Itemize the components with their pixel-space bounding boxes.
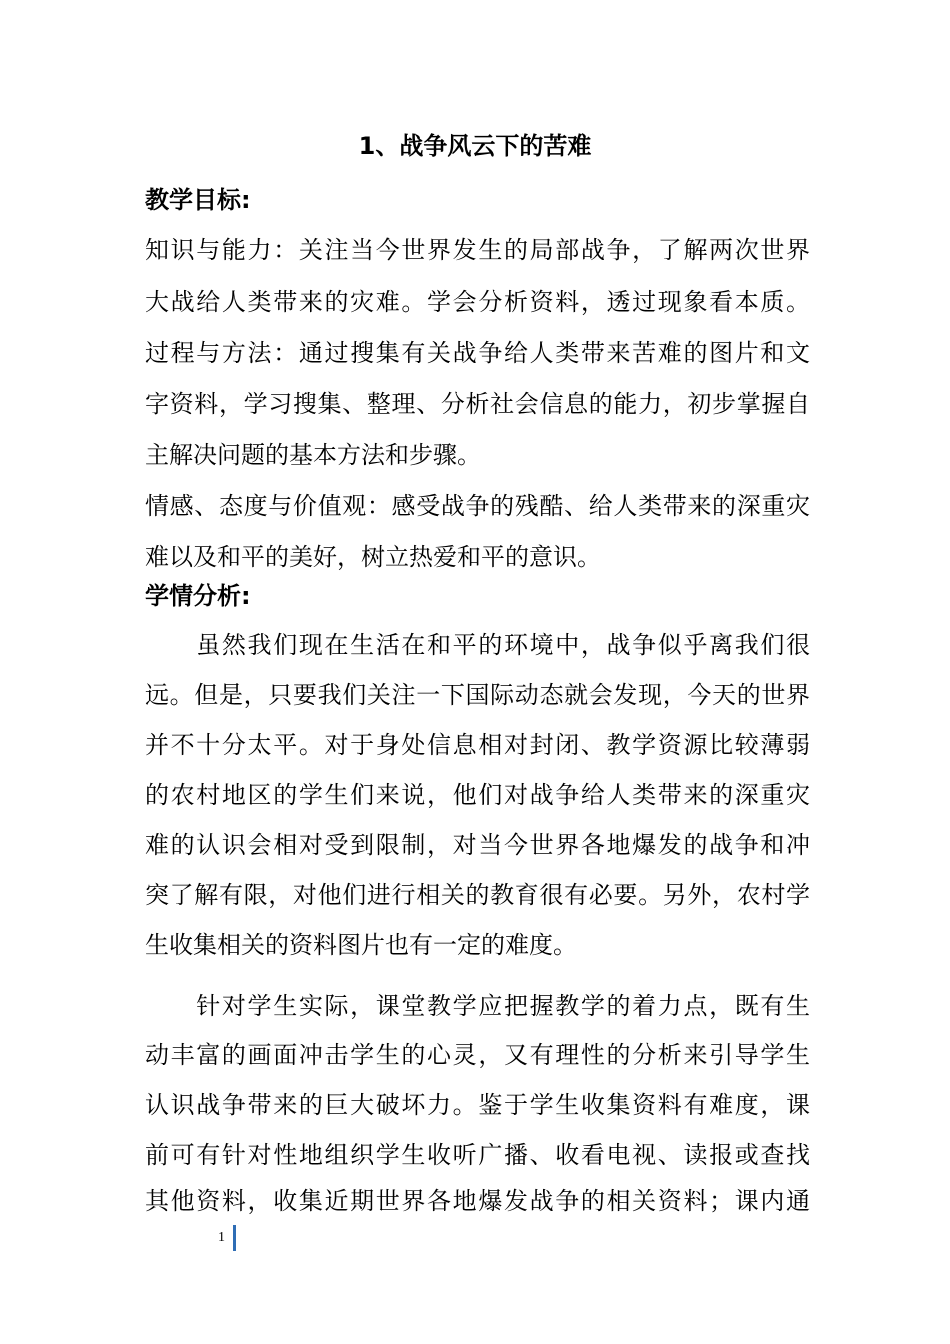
document-title: 1、战争风云下的苦难 bbox=[358, 132, 592, 160]
analysis-paragraph2-line: 认识战争带来的巨大破坏力。鉴于学生收集资料有难度，课 bbox=[145, 1091, 810, 1119]
analysis-paragraph1-line: 远。但是，只要我们关注一下国际动态就会发现，今天的世界 bbox=[145, 681, 810, 709]
analysis-paragraph1-line: 突了解有限，对他们进行相关的教育很有必要。另外，农村学 bbox=[145, 881, 810, 909]
objectives-line: 字资料，学习搜集、整理、分析社会信息的能力，初步掌握自 bbox=[145, 390, 810, 418]
footer-rule bbox=[233, 1225, 236, 1251]
objectives-line: 知识与能力：关注当今世界发生的局部战争，了解两次世界 bbox=[145, 236, 810, 264]
analysis-paragraph2-line: 前可有针对性地组织学生收听广播、收看电视、读报或查找 bbox=[145, 1141, 810, 1169]
section-heading-objectives: 教学目标: bbox=[145, 186, 251, 214]
analysis-paragraph1-line: 的农村地区的学生们来说，他们对战争给人类带来的深重灾 bbox=[145, 781, 810, 809]
analysis-paragraph1-line: 难的认识会相对受到限制，对当今世界各地爆发的战争和冲 bbox=[145, 831, 810, 859]
page-number: 1 bbox=[218, 1230, 225, 1245]
analysis-paragraph1-line: 生收集相关的资料图片也有一定的难度。 bbox=[145, 931, 577, 959]
objectives-line: 难以及和平的美好，树立热爱和平的意识。 bbox=[145, 543, 601, 571]
objectives-line: 过程与方法：通过搜集有关战争给人类带来苦难的图片和文 bbox=[145, 339, 810, 367]
page-footer bbox=[218, 1224, 236, 1252]
section-heading-analysis: 学情分析: bbox=[145, 582, 251, 610]
analysis-paragraph2-line: 针对学生实际，课堂教学应把握教学的着力点，既有生 bbox=[145, 992, 810, 1020]
objectives-line: 大战给人类带来的灾难。学会分析资料，透过现象看本质。 bbox=[145, 288, 810, 316]
analysis-paragraph2-line: 动丰富的画面冲击学生的心灵，又有理性的分析来引导学生 bbox=[145, 1041, 810, 1069]
analysis-paragraph2-line: 其他资料，收集近期世界各地爆发战争的相关资料；课内通 bbox=[145, 1187, 810, 1215]
analysis-paragraph1-line: 并不十分太平。对于身处信息相对封闭、教学资源比较薄弱 bbox=[145, 731, 810, 759]
objectives-line: 情感、态度与价值观：感受战争的残酷、给人类带来的深重灾 bbox=[145, 492, 810, 520]
analysis-paragraph1-line: 虽然我们现在生活在和平的环境中，战争似乎离我们很 bbox=[145, 631, 810, 659]
objectives-line: 主解决问题的基本方法和步骤。 bbox=[145, 441, 481, 469]
